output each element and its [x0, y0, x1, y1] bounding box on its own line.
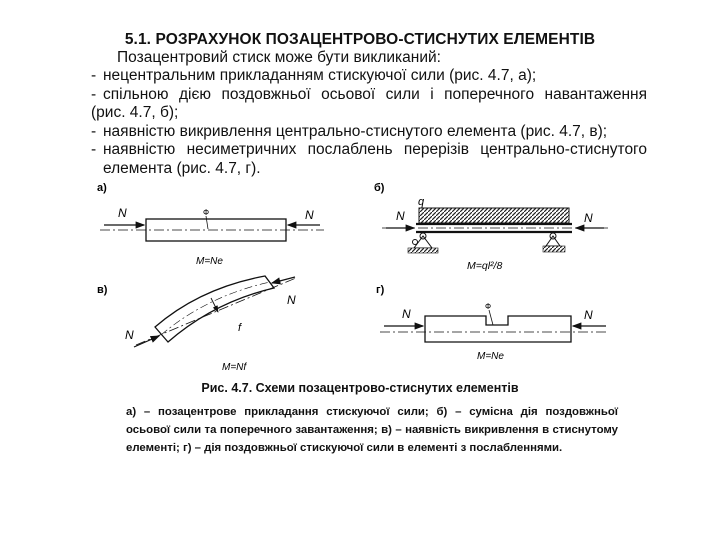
- figure-d-weakened-member: [425, 316, 571, 342]
- figure-description: [126, 403, 618, 458]
- intro-text: Позацентровий стиск може бути викликаний:: [117, 49, 441, 66]
- figure-c-deflection: f: [238, 322, 242, 334]
- figure-caption: Рис. 4.7. Схеми позацентрово-стиснутих елементів: [201, 381, 519, 395]
- figure-b-distributed-load: [419, 208, 569, 223]
- figure-c-curved-member: [155, 276, 274, 342]
- figure-c: [97, 276, 296, 373]
- figure-c-force-left: N: [125, 328, 134, 342]
- figure-c-label: в): [97, 284, 108, 296]
- figure-b-force-left: N: [396, 209, 405, 223]
- list-dash: -: [91, 141, 97, 159]
- description-line: осьової сили та поперечного завантаження; в) – наявність викривлення в стиснутому: [126, 424, 618, 437]
- list-dash: -: [91, 85, 97, 103]
- figure-d-label: г): [376, 284, 385, 296]
- figure-c-formula: M=Nf: [222, 362, 247, 373]
- list-item-continuation: елемента (рис. 4.7, г).: [103, 159, 261, 177]
- figure-a-formula: M=Ne: [196, 256, 223, 267]
- figure-b-load-label: q: [418, 196, 425, 208]
- list-item-text: спільною дією поздовжньої осьової сили і поперечного навантаження: [103, 85, 647, 103]
- figure-a: [97, 182, 324, 267]
- roller-support-icon: [543, 233, 565, 252]
- figure-a-axis-mark: Ф: [203, 208, 210, 217]
- figure-b-force-right: N: [584, 211, 593, 225]
- figure-d-force-left: N: [402, 307, 411, 321]
- figure-c-force-right: N: [287, 293, 296, 307]
- list-item-text: нецентральним прикладанням стискуючої сили (рис. 4.7, а);: [103, 67, 537, 84]
- figure-d-formula: M=Ne: [477, 351, 504, 362]
- figure-d-force-right: N: [584, 308, 593, 322]
- figure-d: [376, 284, 606, 362]
- figure-b-label: б): [374, 182, 385, 194]
- description-line: а) – позацентрове прикладання стискуючої сили; б) – сумісна дія поздовжньої: [126, 406, 618, 418]
- description-line: елементі; г) – дія поздовжньої стискуючої сили в елементі з послабленнями.: [126, 442, 563, 455]
- figure-c-chord: [136, 278, 296, 345]
- figure-a-force-left: N: [118, 206, 127, 220]
- list-item-text: наявністю несиметричних послаблень перерізів центрально-стиснутого: [103, 141, 647, 159]
- pin-support-icon: [408, 233, 438, 253]
- page-title: 5.1. РОЗРАХУНОК ПОЗАЦЕНТРОВО-СТИСНУТИХ ЕЛЕМЕНТІВ: [124, 31, 596, 48]
- list-dash: -: [91, 122, 97, 140]
- list-dash: -: [91, 67, 97, 84]
- figure-b: [374, 182, 608, 272]
- figure-a-label: а): [97, 182, 107, 194]
- list-item-text: наявністю викривлення центрально-стиснутого елемента (рис. 4.7, в);: [103, 122, 608, 140]
- figure-c-force-left-arrow: [134, 336, 159, 347]
- list-item-continuation: (рис. 4.7, б);: [91, 104, 179, 122]
- figure-b-formula: M=ql²/8: [467, 260, 503, 272]
- figure-a-force-right: N: [305, 208, 314, 222]
- figure-d-axis-mark: Ф: [485, 302, 492, 311]
